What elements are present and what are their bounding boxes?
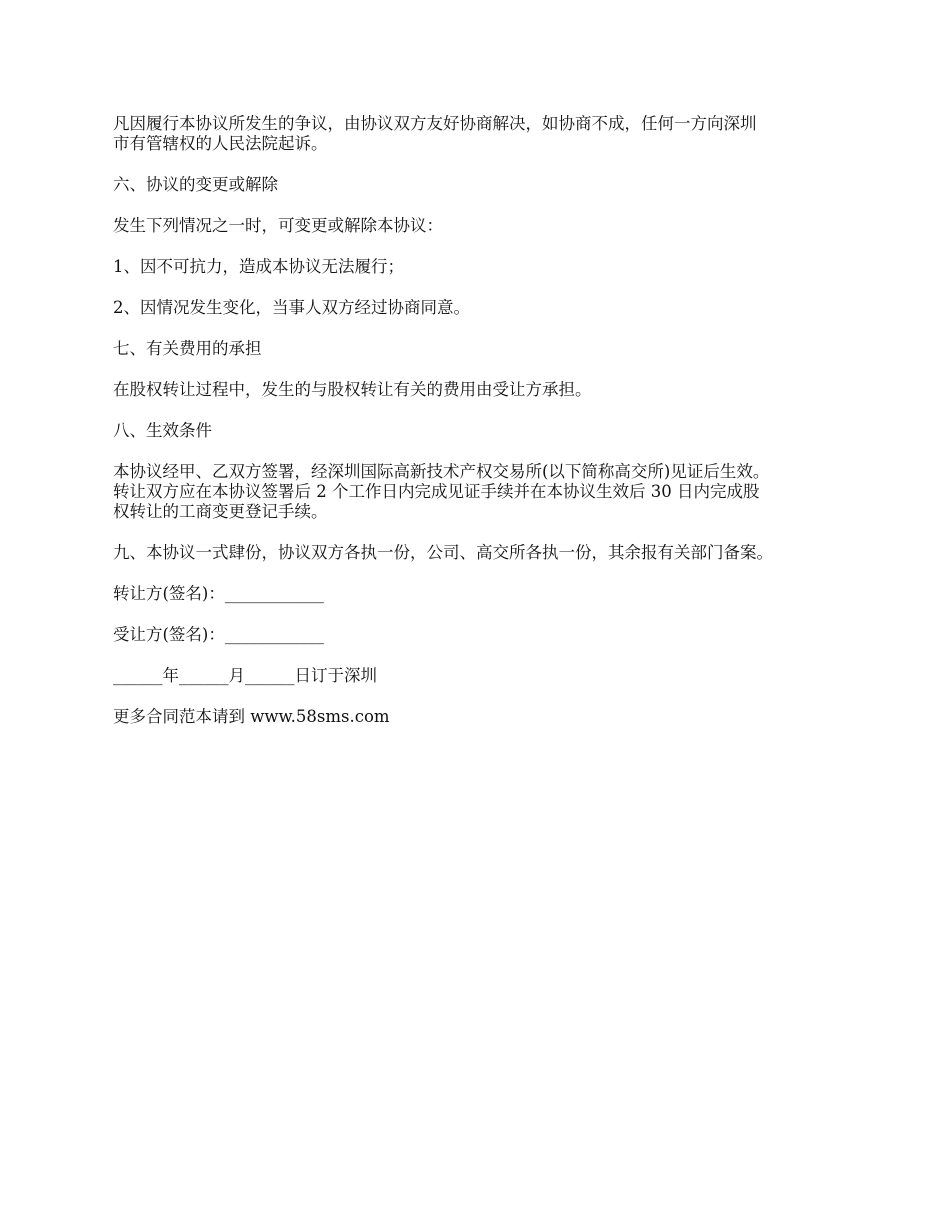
- dispute-resolution-paragraph: [113, 114, 853, 154]
- text-line: 转让双方应在本协议签署后 2 个工作日内完成见证手续并在本协议生效后 30 日内完成股: [113, 482, 760, 501]
- text-line: 凡因履行本协议所发生的争议，由协议双方友好协商解决，如协商不成，任何一方向深圳: [113, 114, 757, 133]
- document-body: [113, 114, 853, 748]
- modification-intro-paragraph: 发生下列情况之一时，可变更或解除本协议：: [113, 216, 443, 235]
- section-heading-6: 六、协议的变更或解除: [113, 175, 278, 194]
- list-item-2: 2、因情况发生变化，当事人双方经过协商同意。: [113, 298, 470, 317]
- text-line: 市有管辖权的人民法院起诉。: [113, 134, 328, 153]
- fees-paragraph: 在股权转让过程中，发生的与股权转让有关的费用由受让方承担。: [113, 380, 592, 399]
- effective-conditions-paragraph: [113, 462, 853, 522]
- transferor-signature-line: 转让方(签名)：____________: [113, 584, 324, 603]
- text-line: 本协议经甲、乙双方签署，经深圳国际高新技术产权交易所(以下简称高交所)见证后生效。: [113, 462, 770, 481]
- transferee-signature-line: 受让方(签名)：____________: [113, 625, 324, 644]
- list-item-1: 1、因不可抗力，造成本协议无法履行；: [113, 257, 404, 276]
- text-line: 权转让的工商变更登记手续。: [113, 502, 328, 521]
- section-heading-7: 七、有关费用的承担: [113, 339, 262, 358]
- section-heading-8: 八、生效条件: [113, 421, 212, 440]
- footer-note: 更多合同范本请到 www.58sms.com: [113, 707, 390, 726]
- date-line: ______年______月______日订于深圳: [113, 666, 377, 685]
- section-heading-9: 九、本协议一式肆份，协议双方各执一份，公司、高交所各执一份，其余报有关部门备案。: [113, 543, 773, 562]
